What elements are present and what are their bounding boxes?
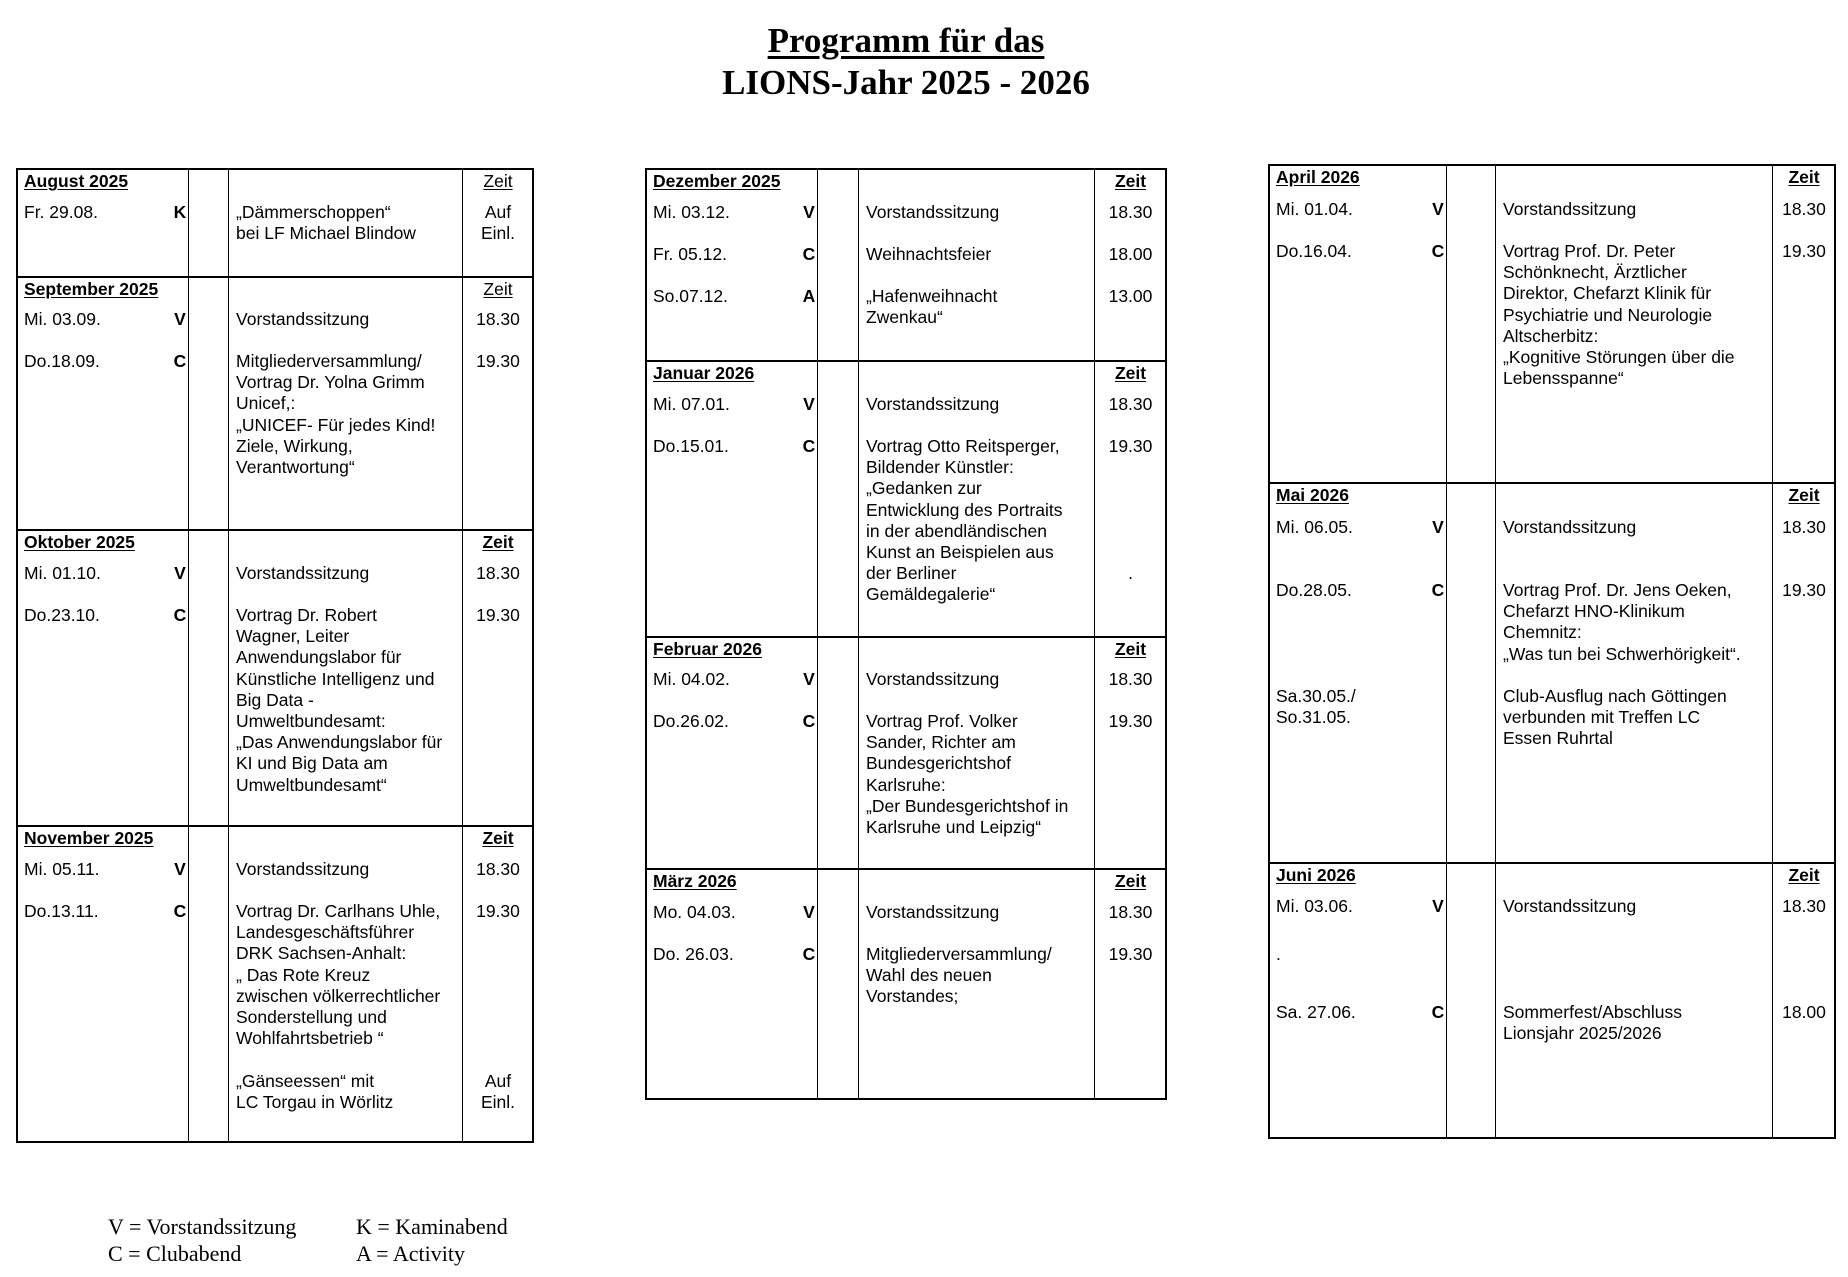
- event-time: 18.30: [1782, 896, 1826, 916]
- event-date: .: [1276, 944, 1281, 964]
- month-heading: Mai 2026: [1276, 485, 1349, 505]
- month-heading: August 2025: [24, 171, 129, 191]
- zeit-header: Zeit: [482, 532, 514, 552]
- schedule-table: [645, 168, 1167, 1100]
- month-heading: Oktober 2025: [24, 532, 135, 552]
- event-time: 18.30: [476, 859, 520, 879]
- event-type-code: C: [173, 901, 187, 921]
- event-date: Do.26.02.: [653, 711, 729, 731]
- event-time: 18.00: [1108, 244, 1153, 264]
- month-heading: Januar 2026: [653, 363, 755, 383]
- event-description: Mitgliederversammlung/ Wahl des neuen Vorstandes;: [866, 944, 1052, 1007]
- event-date: Sa. 27.06.: [1276, 1002, 1356, 1022]
- event-date: Fr. 05.12.: [653, 244, 727, 264]
- event-date: Fr. 29.08.: [24, 202, 98, 222]
- zeit-header: Zeit: [1788, 485, 1820, 505]
- event-date: Mi. 06.05.: [1276, 517, 1353, 537]
- event-date: Mi. 07.01.: [653, 394, 730, 414]
- event-time: Auf Einl.: [480, 202, 516, 244]
- event-description: Vortrag Dr. Robert Wagner, Leiter Anwendungslabor für Künstliche Intelligenz und Big Data - Umweltbundesamt: „Das Anwendungslabor für KI und Big Data am Umweltbundesamt“: [236, 605, 443, 795]
- event-date: Mi. 05.11.: [24, 859, 100, 879]
- event-description: Weihnachtsfeier: [866, 244, 992, 264]
- column-divider: [1495, 166, 1496, 1137]
- event-time: 19.30: [476, 351, 520, 371]
- event-date: Do. 26.03.: [653, 944, 734, 964]
- event-description: Vortrag Prof. Dr. Peter Schönknecht, Ärztlicher Direktor, Chefarzt Klinik für Psychiatrie und Neurologie Altscherbitz: „Kognitive Störungen über die Lebensspanne“: [1503, 241, 1735, 389]
- document-title: [0, 20, 1812, 104]
- event-type-code: A: [802, 286, 816, 306]
- legend-item-v: V = Vorstandssitzung: [108, 1214, 297, 1239]
- event-description: Vorstandssitzung: [236, 309, 370, 329]
- event-date: Do.16.04.: [1276, 241, 1352, 261]
- event-type-code: C: [173, 605, 187, 625]
- event-date: Do.15.01.: [653, 436, 729, 456]
- event-description: „Dämmerschoppen“ bei LF Michael Blindow: [236, 202, 416, 244]
- event-type-code: C: [802, 436, 816, 456]
- event-type-code: C: [1431, 580, 1445, 600]
- event-description: Vorstandssitzung: [236, 859, 370, 879]
- event-date: Do.18.09.: [24, 351, 100, 371]
- event-description: Mitgliederversammlung/ Vortrag Dr. Yolna Grimm Unicef,: „UNICEF- Für jedes Kind! Ziele, Wirkung, Verantwortung“: [236, 351, 436, 478]
- zeit-header: Zeit: [1114, 639, 1147, 659]
- event-time: 18.30: [1108, 902, 1153, 922]
- legend-item-k: K = Kaminabend: [356, 1214, 508, 1239]
- zeit-header: Zeit: [1788, 167, 1820, 187]
- event-type-code: C: [802, 944, 816, 964]
- month-heading: November 2025: [24, 828, 154, 848]
- event-type-code: V: [1432, 517, 1444, 537]
- event-description: Vorstandssitzung: [866, 394, 1000, 414]
- event-time: 18.30: [476, 309, 520, 329]
- month-heading: März 2026: [653, 871, 737, 891]
- event-type-code: V: [1432, 896, 1444, 916]
- event-type-code: V: [174, 859, 186, 879]
- event-date: Mi. 01.04.: [1276, 199, 1353, 219]
- month-heading: September 2025: [24, 279, 159, 299]
- event-description: Vortrag Prof. Volker Sander, Richter am Bundesgerichtshof Karlsruhe: „Der Bundesgerichtshof in Karlsruhe und Leipzig“: [866, 711, 1069, 838]
- event-description: Vorstandssitzung: [236, 563, 370, 583]
- event-description: Vorstandssitzung: [866, 669, 1000, 689]
- zeit-header: Zeit: [482, 828, 514, 848]
- column-divider: [228, 170, 229, 1141]
- event-description: Club-Ausflug nach Göttingen verbunden mit Treffen LC Essen Ruhrtal: [1503, 686, 1727, 749]
- event-description: Vortrag Prof. Dr. Jens Oeken, Chefarzt HNO-Klinikum Chemnitz: „Was tun bei Schwerhörigkeit“.: [1503, 580, 1741, 664]
- event-date: Do.23.10.: [24, 605, 100, 625]
- event-description: Sommerfest/Abschluss Lionsjahr 2025/2026: [1503, 1002, 1682, 1044]
- schedule-table: [1268, 164, 1836, 1139]
- column-divider: [858, 170, 859, 1098]
- event-description: Vorstandssitzung: [1503, 517, 1637, 537]
- title-line-1: Programm für das: [767, 21, 1045, 60]
- event-type-code: V: [803, 669, 815, 689]
- event-date: Mi. 03.09.: [24, 309, 101, 329]
- event-date: Mi. 04.02.: [653, 669, 730, 689]
- month-divider: [647, 636, 1165, 638]
- schedule-table: [16, 168, 534, 1143]
- month-divider: [1270, 482, 1834, 484]
- event-type-code: C: [1431, 1002, 1445, 1022]
- event-date: Sa.30.05./ So.31.05.: [1276, 686, 1356, 728]
- event-time: 18.30: [1782, 199, 1826, 219]
- event-date: Mi. 01.10.: [24, 563, 101, 583]
- event-description: Vorstandssitzung: [866, 902, 1000, 922]
- event-time: Auf Einl.: [480, 1071, 516, 1113]
- event-time: 19.30: [1108, 944, 1153, 964]
- month-divider: [1270, 862, 1834, 864]
- event-type-code: C: [802, 244, 816, 264]
- month-heading: April 2026: [1276, 167, 1360, 187]
- zeit-header: Zeit: [1114, 871, 1147, 891]
- event-description: Vorstandssitzung: [1503, 199, 1637, 219]
- legend-item-c: C = Clubabend: [108, 1241, 242, 1266]
- month-divider: [18, 529, 532, 531]
- zeit-header: Zeit: [1788, 865, 1820, 885]
- event-type-code: V: [803, 902, 815, 922]
- zeit-header: Zeit: [483, 171, 513, 191]
- month-heading: Juni 2026: [1276, 865, 1356, 885]
- zeit-header: Zeit: [483, 279, 513, 299]
- column-divider: [1772, 166, 1773, 1137]
- event-time: 19.30: [476, 605, 520, 625]
- month-heading: Dezember 2025: [653, 171, 781, 191]
- month-divider: [18, 276, 532, 278]
- event-time: 19.30: [1108, 711, 1153, 731]
- event-time: 18.30: [1108, 202, 1153, 222]
- event-type-code: V: [803, 202, 815, 222]
- event-time: 18.30: [1108, 394, 1153, 414]
- event-type-code: V: [174, 563, 186, 583]
- event-type-code: V: [1432, 199, 1444, 219]
- event-time: 19.30 .: [1108, 436, 1153, 584]
- event-date: Do.13.11.: [24, 901, 99, 921]
- zeit-header: Zeit: [1114, 171, 1147, 191]
- event-time: 18.30: [1782, 517, 1826, 537]
- event-time: 19.30: [476, 901, 520, 921]
- event-description: „Hafenweihnacht Zwenkau“: [866, 286, 998, 328]
- event-time: 18.30: [1108, 669, 1153, 689]
- event-date: Mi. 03.12.: [653, 202, 730, 222]
- event-description: Vorstandssitzung: [1503, 896, 1637, 916]
- event-type-code: C: [173, 351, 187, 371]
- legend-item-a: A = Activity: [356, 1241, 465, 1266]
- column-divider: [462, 170, 463, 1141]
- column-divider: [1446, 166, 1447, 1137]
- event-type-code: C: [802, 711, 816, 731]
- event-description: Vorstandssitzung: [866, 202, 1000, 222]
- event-time: 18.30: [476, 563, 520, 583]
- event-type-code: K: [173, 202, 187, 222]
- event-type-code: V: [174, 309, 186, 329]
- event-time: 19.30: [1782, 580, 1826, 600]
- event-time: 13.00: [1108, 286, 1153, 306]
- event-type-code: V: [803, 394, 815, 414]
- event-time: 18.00: [1782, 1002, 1826, 1022]
- month-divider: [647, 360, 1165, 362]
- event-date: Do.28.05.: [1276, 580, 1352, 600]
- event-description: Vortrag Otto Reitsperger, Bildender Künstler: „Gedanken zur Entwicklung des Portraits in der abendländischen Kunst an Beispielen aus der Berliner Gemäldegalerie“: [866, 436, 1063, 605]
- month-divider: [647, 868, 1165, 870]
- event-description: Vortrag Dr. Carlhans Uhle, Landesgeschäftsführer DRK Sachsen-Anhalt: „ Das Rote Kreuz zwischen völkerrechtlicher Sonderstellung und Wohlfahrtsbetrieb “: [236, 901, 441, 1049]
- event-date: So.07.12.: [653, 286, 728, 306]
- event-description: „Gänseessen“ mit LC Torgau in Wörlitz: [236, 1071, 394, 1113]
- event-date: Mi. 03.06.: [1276, 896, 1353, 916]
- month-divider: [18, 825, 532, 827]
- event-type-code: C: [1431, 241, 1445, 261]
- event-time: 19.30: [1782, 241, 1826, 261]
- zeit-header: Zeit: [1114, 363, 1147, 383]
- month-heading: Februar 2026: [653, 639, 762, 659]
- column-divider: [1094, 170, 1095, 1098]
- event-date: Mo. 04.03.: [653, 902, 736, 922]
- title-line-2: LIONS-Jahr 2025 - 2026: [722, 63, 1090, 102]
